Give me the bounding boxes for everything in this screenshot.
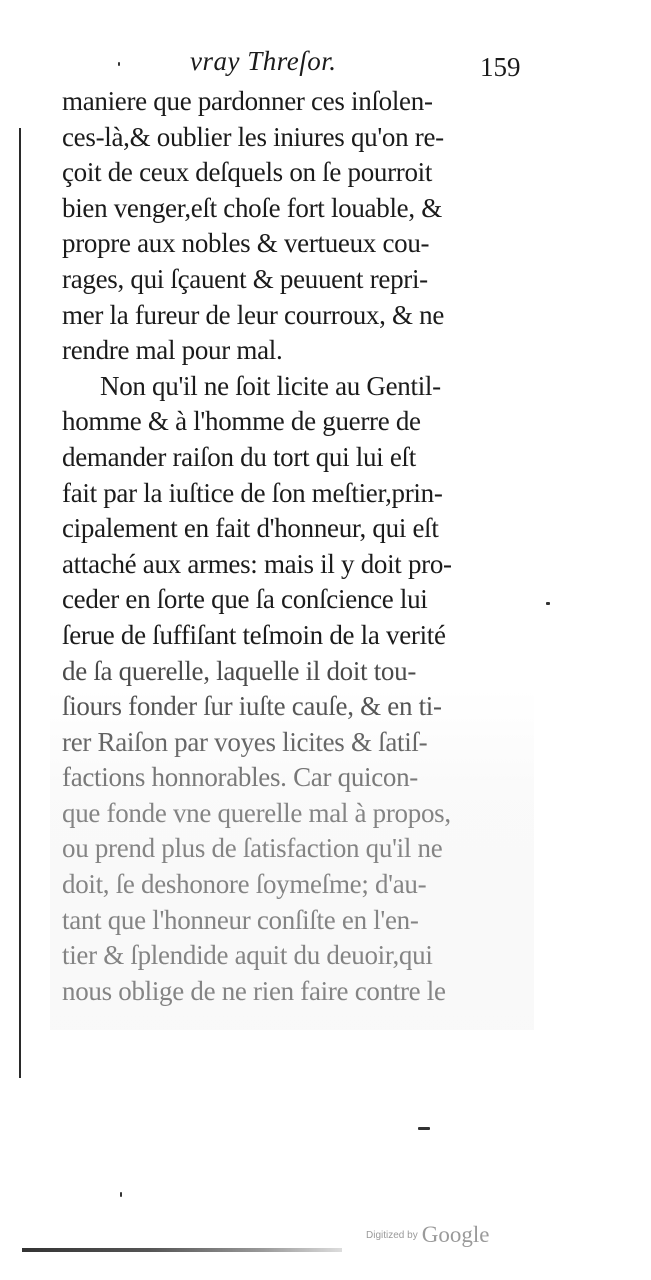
text-line: de ſa querelle, laquelle il doit tou- [62,655,417,686]
text-line: ſiours fonder ſur iuſte cauſe, & en ti- [62,691,442,722]
text-line: ou prend plus de ſatisfaction qu'il ne [62,833,443,864]
gutter-shadow-line [19,128,21,1078]
text-line: homme & à l'homme de guerre de [62,406,421,437]
body-text [62,84,532,1009]
text-line: nous oblige de ne rien faire contre le [62,975,446,1006]
text-line: tier & ſplendide aquit du deuoir,qui [62,940,433,971]
scan-speck [118,62,120,66]
text-line: cipalement en fait d'honneur, qui eſt [62,513,439,544]
scan-edge-line [22,1248,342,1252]
text-line: çoit de ceux deſquels on ſe pourroit [62,157,433,188]
text-line: ces-là,& oublier les iniures qu'on re- [62,121,444,152]
scan-speck [418,1127,430,1130]
text-line: mer la fureur de leur courroux, & ne [62,299,445,330]
text-line: bien venger,eſt choſe fort louable, & [62,192,442,223]
scan-speck [120,1192,122,1197]
google-wordmark: Google [421,1222,490,1247]
text-line: doit, ſe deshonore ſoymeſme; d'au- [62,869,427,900]
text-line: ceder en ſorte que ſa conſcience lui [62,584,428,615]
paragraph-start-line: Non qu'il ne ſoit licite au Gentil- [100,370,441,401]
text-line: attaché aux armes: mais il y doit pro- [62,548,452,579]
text-line: rer Raiſon par voyes licites & ſatiſ- [62,726,428,757]
running-head: vray Threſor. [190,46,337,76]
text-line: maniere que pardonner ces inſolen- [62,86,433,116]
text-line: que fonde vne querelle mal à propos, [62,797,451,828]
watermark-prefix: Digitized by [366,1229,418,1241]
text-line: rages, qui ſçauent & peuuent repri- [62,263,428,294]
text-line: rendre mal pour mal. [62,335,283,366]
text-line: propre aux nobles & vertueux cou- [62,228,430,259]
digitized-watermark [366,1222,489,1248]
text-line: demander raiſon du tort qui lui eſt [62,441,416,472]
text-line: factions honnorables. Car quicon- [62,762,418,793]
text-line: ſerue de ſuffiſant teſmoin de la verité [62,619,446,650]
text-line: fait par la iuſtice de ſon meſtier,prin- [62,477,443,508]
text-line: tant que l'honneur conſiſte en l'en- [62,904,419,935]
scan-speck [546,602,550,605]
page-number: 159 [480,52,521,82]
